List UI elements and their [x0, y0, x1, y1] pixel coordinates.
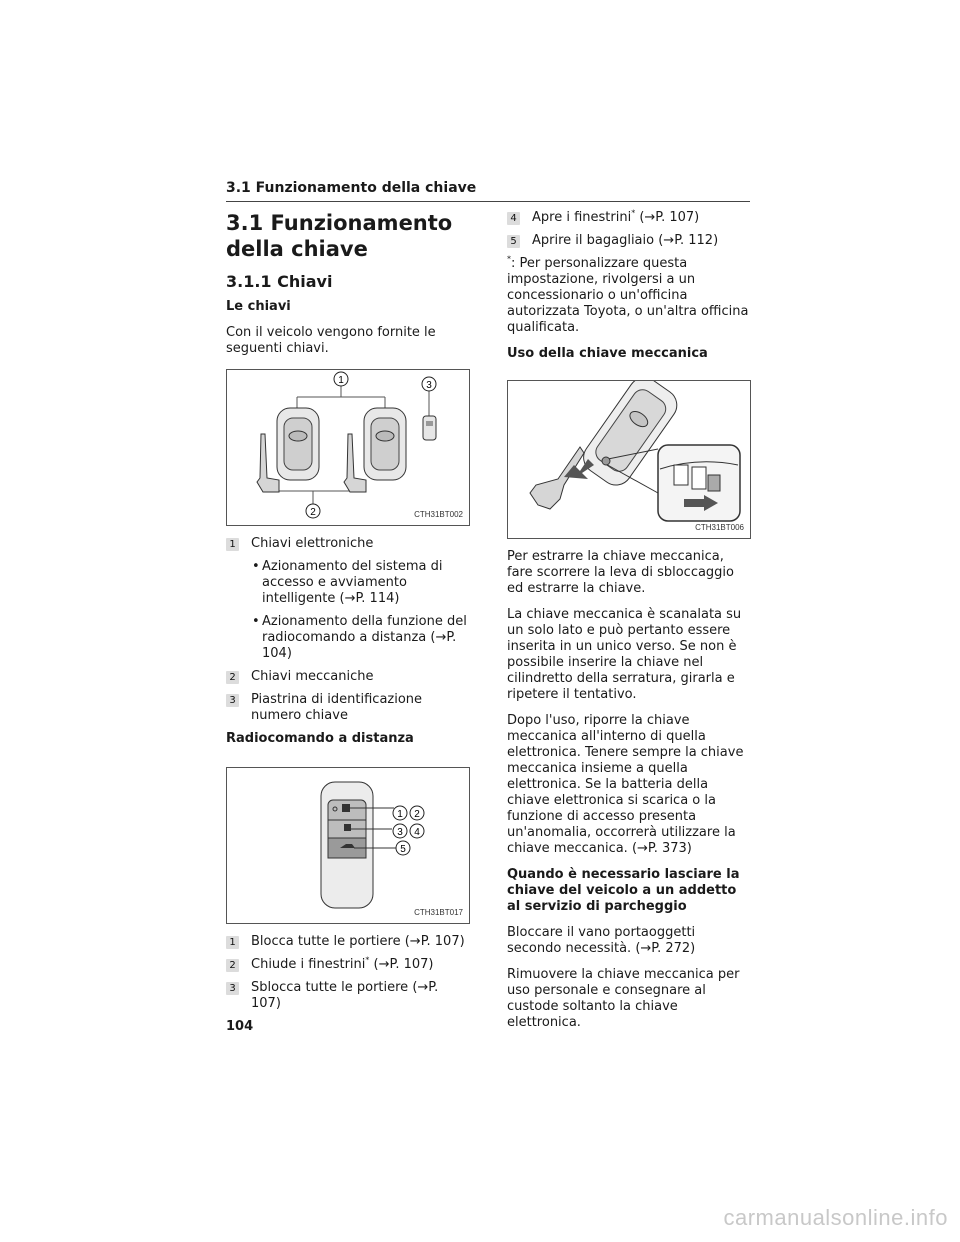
list-item [226, 934, 470, 950]
mech-key-heading: Uso della chiave meccanica [507, 346, 708, 361]
footnote-marker: * [365, 955, 370, 965]
list-item-text: Apre i finestrini [532, 210, 632, 225]
callout-2: 2 [414, 809, 420, 820]
list-item-text: Sblocca tutte le portiere (→P. 107) [251, 980, 439, 1011]
footnote-text: : Per personalizzare questa impostazione, rivolgersi a un concessionario o un'officina autorizzata Toyota, o un'altra officina qualificata. [507, 256, 749, 335]
callout-4: 4 [414, 827, 420, 838]
bullet-item [226, 559, 470, 607]
bullet-dot: • [252, 614, 260, 629]
page-number: 104 [226, 1019, 254, 1034]
list-item [226, 692, 470, 724]
mech-key-figure [507, 380, 751, 539]
paragraph: Per estrarre la chiave meccanica, fare scorrere la leva di sbloccaggio ed estrarre la chiave. [507, 549, 734, 596]
remote-figure [226, 767, 470, 924]
callout-number: 1 [226, 538, 239, 551]
list-item [226, 980, 470, 1012]
remote-illustration [227, 768, 469, 923]
valet-heading: Quando è necessario lasciare la chiave del veicolo a un addetto al servizio di parcheggio [507, 867, 740, 914]
list-item-text: Blocca tutte le portiere (→P. 107) [251, 934, 465, 949]
list-item [226, 669, 470, 685]
footnote-marker: * [507, 254, 511, 264]
callout-3: 3 [397, 827, 403, 838]
footnote [507, 256, 751, 336]
keys-illustration [227, 370, 469, 525]
section-title: 3.1 Funzionamento della chiave [226, 211, 453, 261]
list-item [226, 536, 470, 552]
subsection-title: 3.1.1 Chiavi [226, 272, 333, 291]
bullet-item [226, 614, 470, 662]
callout-3: 3 [426, 380, 432, 391]
paragraph: Dopo l'uso, riporre la chiave meccanica all'interno di quella elettronica. Tenere sempre la chiave meccanica insieme a quella elettronica. Se la batteria della chiave elettronica si scarica o la funzione di accesso presenta un'anomalia, occorrerà utilizzare la chiave meccanica. (→P. 373) [507, 713, 744, 856]
keys-figure [226, 369, 470, 526]
page-reference: (→P. 107) [369, 957, 434, 972]
bullet-dot: • [252, 559, 260, 574]
page-reference: (→P. 107) [635, 210, 700, 225]
bullet-text: Azionamento del sistema di accesso e avviamento intelligente (→P. 114) [262, 559, 443, 606]
callout-2: 2 [310, 507, 316, 518]
list-item-text: Piastrina di identificazione numero chiave [251, 692, 423, 723]
callout-number: 2 [226, 671, 239, 684]
list-item-text: Chiavi elettroniche [251, 536, 374, 551]
callout-number: 5 [507, 235, 520, 248]
keys-heading: Le chiavi [226, 299, 291, 314]
watermark: carmanualsonline.info [723, 1205, 948, 1230]
callout-number: 1 [226, 936, 239, 949]
figure-code: CTH31BT017 [414, 908, 463, 917]
list-item [507, 210, 751, 226]
right-column [507, 210, 751, 1041]
callout-1: 1 [397, 809, 403, 820]
footnote-marker: * [631, 208, 636, 218]
paragraph: Bloccare il vano portaoggetti secondo necessità. (→P. 272) [507, 925, 696, 956]
paragraph: La chiave meccanica è scanalata su un solo lato e può pertanto essere inserita in un unico verso. Se non è possibile inserire la chiave nel cilindretto della serratura, girarla e ripetere il tentativo. [507, 607, 742, 702]
running-header: 3.1 Funzionamento della chiave [226, 180, 750, 202]
keys-intro: Con il veicolo vengono fornite le seguenti chiavi. [226, 325, 436, 356]
callout-number: 3 [226, 982, 239, 995]
callout-number: 2 [226, 959, 239, 972]
callout-number: 4 [507, 212, 520, 225]
callout-1: 1 [338, 375, 344, 386]
list-item [507, 233, 751, 249]
callout-number: 3 [226, 694, 239, 707]
callout-5: 5 [400, 844, 406, 855]
paragraph: Rimuovere la chiave meccanica per uso personale e consegnare al custode soltanto la chiave elettronica. [507, 967, 740, 1030]
mech-key-illustration [508, 381, 750, 538]
list-item [226, 957, 470, 973]
list-item-text: Chiavi meccaniche [251, 669, 374, 684]
left-column [226, 210, 470, 1019]
bullet-text: Azionamento della funzione del radiocomando a distanza (→P. 104) [262, 614, 467, 661]
figure-code: CTH31BT006 [695, 523, 744, 532]
figure-code: CTH31BT002 [414, 510, 463, 519]
list-item-text: Aprire il bagagliaio (→P. 112) [532, 233, 719, 248]
remote-heading: Radiocomando a distanza [226, 731, 414, 746]
list-item-text: Chiude i finestrini [251, 957, 366, 972]
